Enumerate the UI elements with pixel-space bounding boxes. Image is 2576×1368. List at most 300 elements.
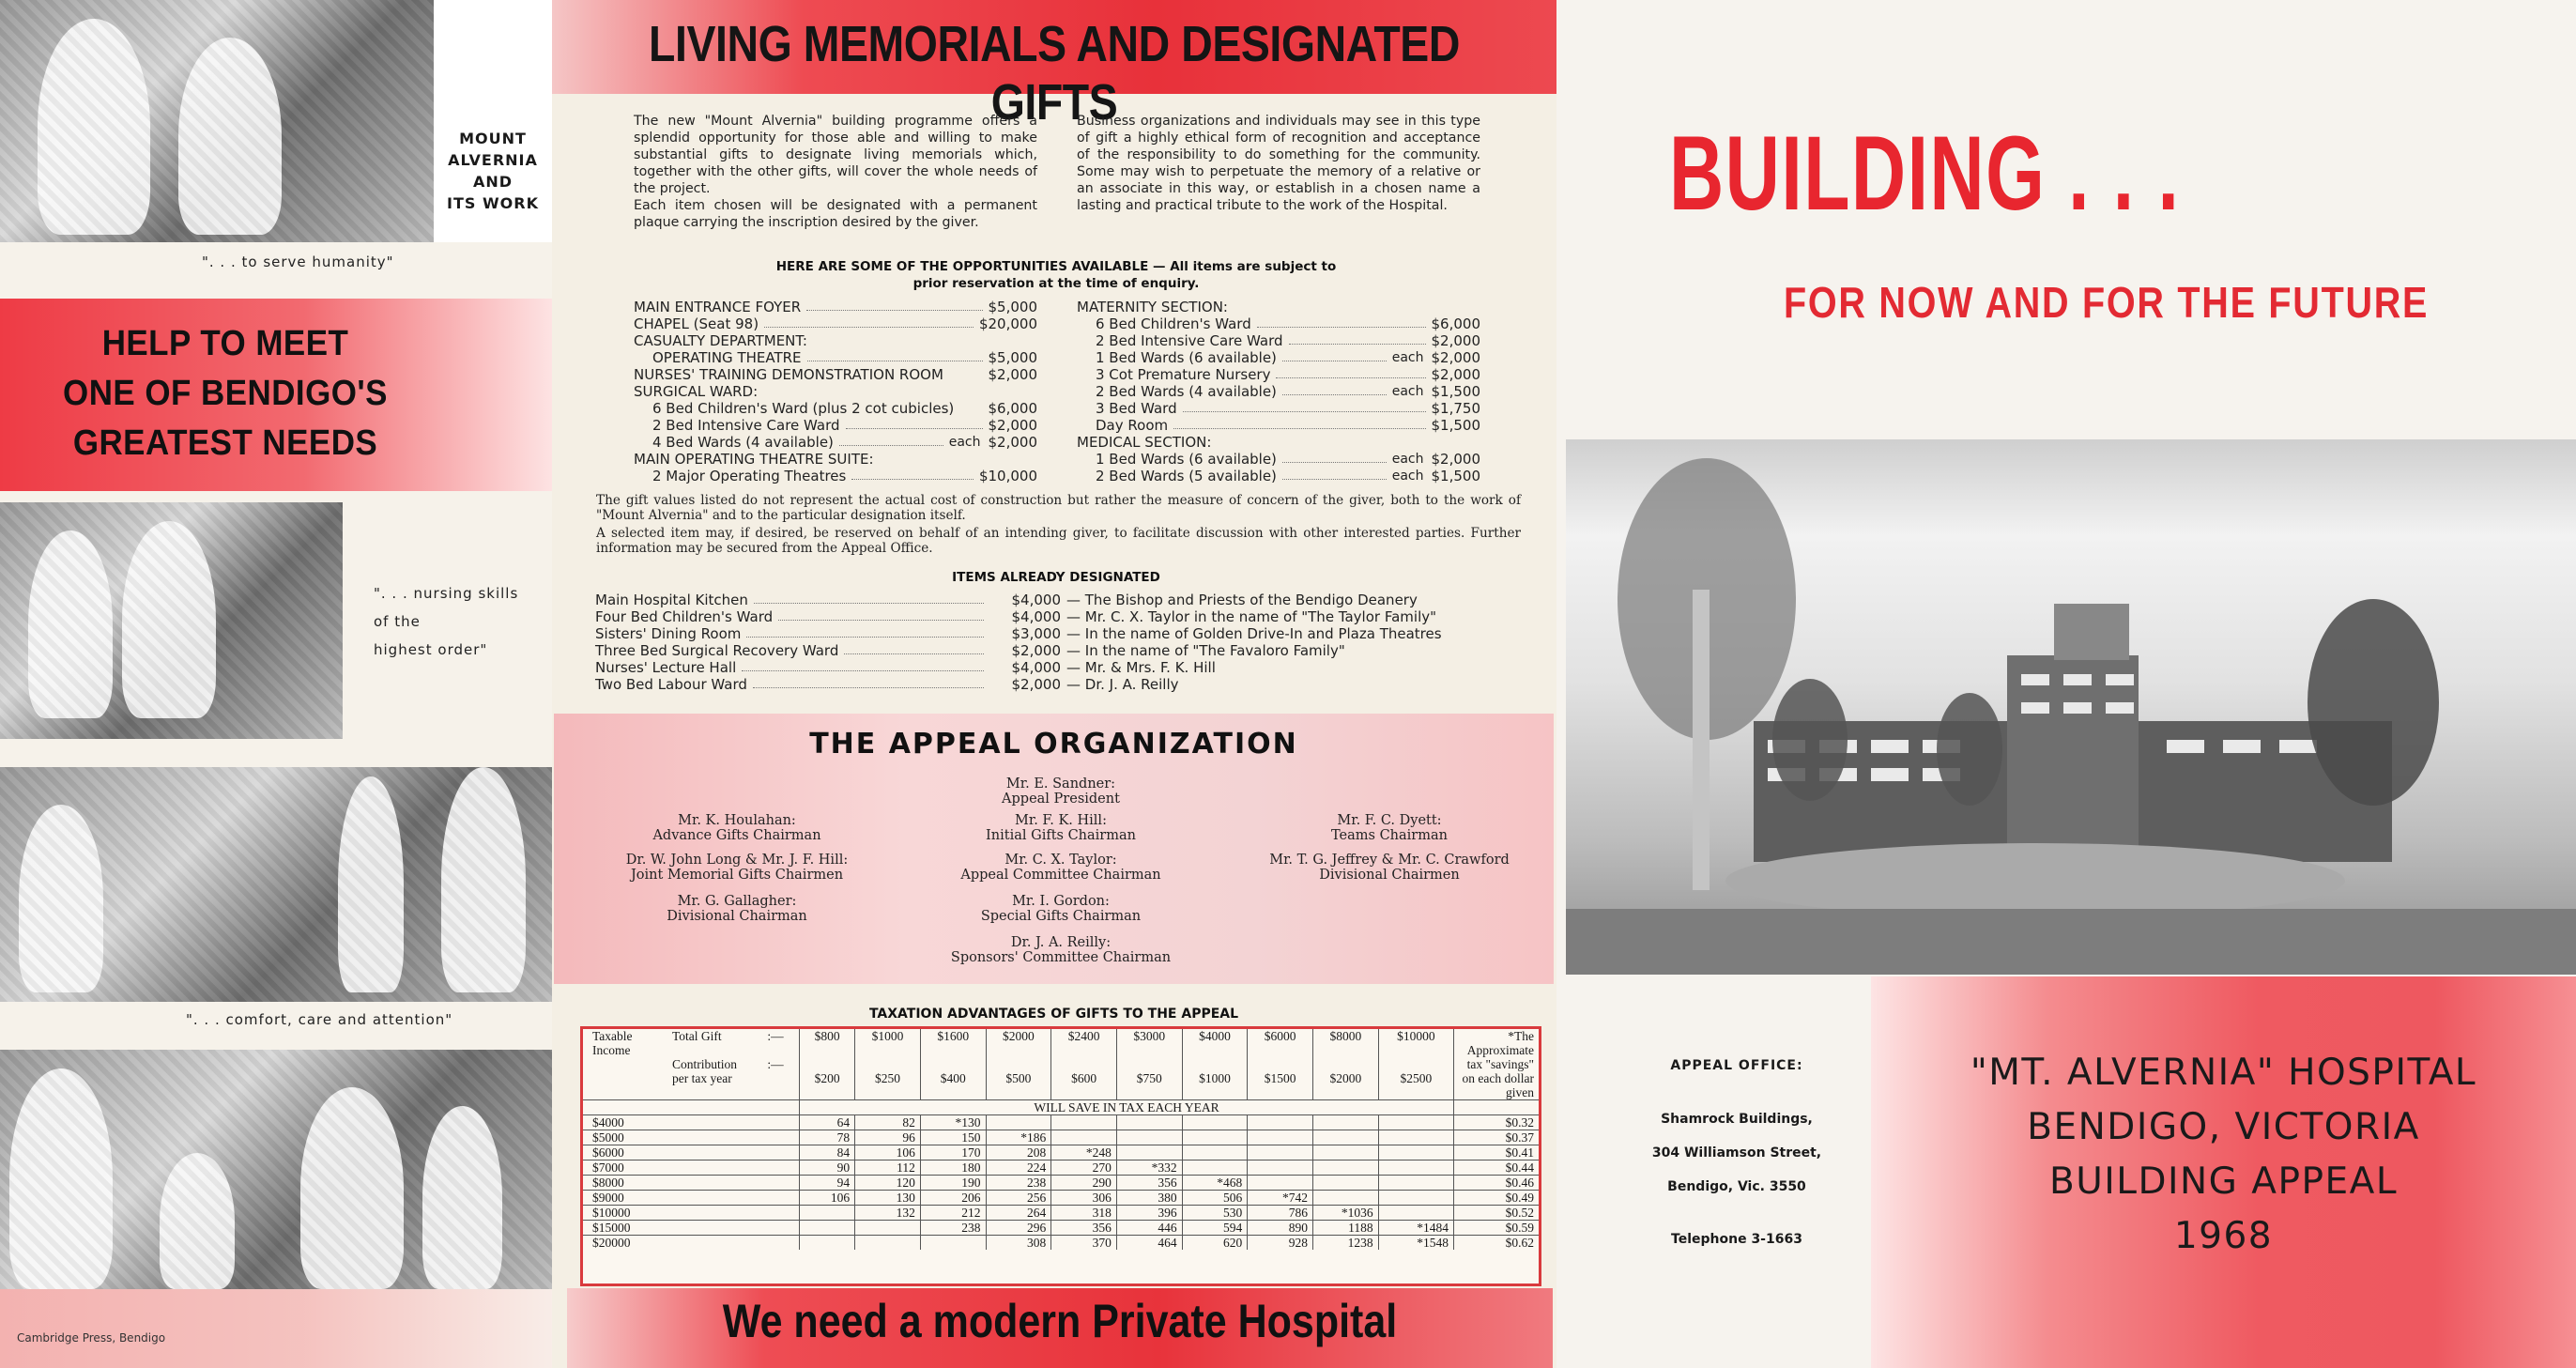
bottom-title: We need a modern Private Hospital [722, 1295, 1398, 1347]
tax-saving-value: 90 [800, 1160, 855, 1176]
tax-colon: :— [767, 1029, 784, 1043]
taxable-income-value: $7000 [583, 1160, 663, 1176]
tax-saving-value [1116, 1145, 1182, 1160]
leader-dots [746, 625, 984, 638]
nurses-group-photo [0, 1050, 552, 1289]
tax-blank [663, 1236, 752, 1251]
tax-saving-value: 170 [920, 1145, 986, 1160]
tax-saving-value [1248, 1160, 1313, 1176]
opportunity-name: SURGICAL WARD: [634, 383, 759, 400]
tax-colon: :— [767, 1057, 784, 1071]
tax-saving-value: 306 [1051, 1191, 1117, 1206]
side-caption-line: ITS WORK [447, 194, 539, 212]
taxable-income-value: $10000 [583, 1206, 663, 1221]
caption-serve-humanity: ". . . to serve humanity" [202, 254, 394, 270]
tax-row [583, 1115, 1539, 1130]
opportunity-name: 1 Bed Wards (6 available) [1096, 451, 1277, 468]
leader-dots [880, 451, 1032, 463]
opportunity-each: each [1391, 469, 1424, 484]
approx-savings-header-2: tax "savings" on each dollar given [1454, 1057, 1540, 1100]
org-name: Mr. K. Houlahan: [678, 813, 796, 828]
will-save-label: WILL SAVE IN TAX EACH YEAR [800, 1100, 1454, 1115]
opportunity-row [1096, 366, 1480, 383]
leader-dots [1183, 400, 1426, 412]
opportunity-name: 6 Bed Children's Ward (plus 2 cot cubicles) [652, 400, 955, 417]
tax-saving-value [800, 1221, 855, 1236]
designated-item-name: Sisters' Dining Room [595, 625, 742, 642]
opportunity-each: each [1391, 384, 1424, 399]
leader-dots [1234, 299, 1475, 311]
designated-amount: $2,000 [1011, 642, 1061, 659]
contribution-value: $200 [800, 1057, 855, 1100]
total-gift-value: $10000 [1378, 1029, 1453, 1057]
org-name: Mr. C. X. Taylor: [1004, 853, 1117, 868]
hospital-building-drawing [1566, 439, 2576, 975]
org-name: Mr. I. Gordon: [1012, 894, 1110, 909]
total-gift-value: $2000 [986, 1029, 1051, 1057]
opportunity-price: $2,000 [1431, 332, 1480, 349]
tax-saving-value: 446 [1116, 1221, 1182, 1236]
org-role: Appeal Committee Chairman [960, 868, 1161, 883]
tax-saving-value [1116, 1115, 1182, 1130]
tax-saving-value: 270 [1051, 1160, 1117, 1176]
total-gift-label: Total Gift [672, 1029, 722, 1043]
leader-dots [846, 417, 983, 429]
opportunity-row [1096, 468, 1480, 484]
tax-saving-value: 224 [986, 1160, 1051, 1176]
designated-item [595, 659, 989, 676]
tax-saving-value: *742 [1248, 1191, 1313, 1206]
opportunity-row [652, 400, 1037, 417]
tax-saving-value: 356 [1051, 1221, 1117, 1236]
designated-item [595, 608, 989, 625]
tax-blank [663, 1160, 752, 1176]
address-line-3: Bendigo, Vic. 3550 [1667, 1179, 1806, 1194]
opportunity-each: each [1391, 350, 1424, 365]
opportunity-price: $1,500 [1431, 383, 1480, 400]
opportunity-price: $20,000 [978, 315, 1037, 332]
opportunities-heading-line: prior reservation at the time of enquiry. [912, 276, 1200, 291]
designated-item-name: Main Hospital Kitchen [595, 592, 748, 608]
tax-rate-value: $0.52 [1454, 1206, 1540, 1221]
opportunity-name: 2 Bed Intensive Care Ward [1096, 332, 1283, 349]
tax-rate-value: $0.62 [1454, 1236, 1540, 1251]
opportunity-name: 3 Cot Premature Nursery [1096, 366, 1271, 383]
tax-saving-value [1248, 1145, 1313, 1160]
tax-saving-value: *332 [1116, 1160, 1182, 1176]
designated-item [595, 676, 989, 693]
tax-rate-value: $0.46 [1454, 1176, 1540, 1191]
designated-amount: $2,000 [1011, 676, 1061, 693]
designated-donor: — Mr. C. X. Taylor in the name of "The Taylor Family" [1066, 608, 1437, 625]
opportunity-row [1096, 400, 1480, 417]
org-jeffrey [1249, 853, 1530, 883]
tax-saving-value [1378, 1115, 1453, 1130]
tax-rate-value: $0.44 [1454, 1160, 1540, 1176]
side-caption-line: MOUNT [459, 130, 527, 147]
tax-saving-value: *468 [1182, 1176, 1248, 1191]
tax-saving-value [1378, 1191, 1453, 1206]
tax-blank [1454, 1100, 1540, 1115]
org-name: Dr. J. A. Reilly: [1010, 935, 1112, 950]
hospital-line-2: BENDIGO, VICTORIA [2027, 1106, 2420, 1148]
tax-saving-value: 132 [855, 1206, 921, 1221]
intro-right: Business organizations and individuals may see in this type of gift a highly ethical form of recognition and acceptance of the responsibility to do something for the community. Some may wish to perpetuate the memory of a relative or an associate in this way, or establish in a chosen name a lasting and practical tribute to the work of the Hospital. [1077, 114, 1480, 213]
tax-saving-value: 308 [986, 1236, 1051, 1251]
org-gordon [920, 894, 1202, 924]
tax-blank [752, 1236, 800, 1251]
bottom-tint [0, 1289, 552, 1368]
tax-saving-value: 64 [800, 1115, 855, 1130]
tax-saving-value: 620 [1182, 1236, 1248, 1251]
intro-left-p2: Each item chosen will be designated with a permanent plaque carrying the inscription desired by the giver. [634, 198, 1037, 230]
tax-saving-value: 206 [920, 1191, 986, 1206]
tax-saving-value [1248, 1115, 1313, 1130]
tax-row [583, 1206, 1539, 1221]
nuns-with-patient-photo [0, 0, 434, 242]
opportunity-row [634, 451, 1037, 468]
address-line-1: Shamrock Buildings, [1661, 1112, 1813, 1127]
opportunity-name: OPERATING THEATRE [652, 349, 802, 366]
total-gift-value: $8000 [1312, 1029, 1378, 1057]
appeal-organization-title: THE APPEAL ORGANIZATION [809, 728, 1298, 761]
tax-saving-value [1182, 1145, 1248, 1160]
tax-saving-value [855, 1221, 921, 1236]
total-gift-value: $6000 [1248, 1029, 1313, 1057]
tax-saving-value [1378, 1160, 1453, 1176]
tax-saving-value [1378, 1130, 1453, 1145]
org-name: Mr. F. C. Dyett: [1337, 813, 1442, 828]
contribution-label: Contribution per tax year [672, 1057, 738, 1085]
hospital-line-4: 1968 [2173, 1215, 2274, 1257]
opportunity-name: 2 Bed Wards (4 available) [1096, 383, 1277, 400]
opportunity-row [1096, 451, 1480, 468]
tax-saving-value: 296 [986, 1221, 1051, 1236]
opportunity-price: $1,500 [1431, 417, 1480, 434]
tax-saving-value: *130 [920, 1115, 986, 1130]
opportunity-row [634, 366, 1037, 383]
contribution-value: $600 [1051, 1057, 1117, 1100]
opportunity-price: $10,000 [978, 468, 1037, 484]
tax-saving-value: 120 [855, 1176, 921, 1191]
leader-dots [754, 592, 984, 604]
address-line-2: 304 Williamson Street, [1651, 1145, 1822, 1160]
appeal-office-label: APPEAL OFFICE: [1670, 1058, 1803, 1073]
tax-saving-value: 356 [1116, 1176, 1182, 1191]
opportunity-name: CASUALTY DEPARTMENT: [634, 332, 807, 349]
tax-saving-value [1116, 1130, 1182, 1145]
help-line: GREATEST NEEDS [72, 423, 378, 463]
opportunity-price: $2,000 [1431, 451, 1480, 468]
tax-saving-value: 212 [920, 1206, 986, 1221]
org-houlahan [582, 813, 892, 843]
designated-item [595, 625, 989, 642]
tax-row [583, 1130, 1539, 1145]
tax-saving-value: 318 [1051, 1206, 1117, 1221]
opportunity-row [634, 383, 1037, 400]
org-role: Appeal President [1002, 792, 1120, 807]
opportunity-name: 3 Bed Ward [1096, 400, 1177, 417]
tax-blank [663, 1206, 752, 1221]
tax-blank [663, 1130, 752, 1145]
opportunity-name: MAIN ENTRANCE FOYER [634, 299, 802, 315]
opportunity-price: $1,750 [1431, 400, 1480, 417]
tax-rate-value: $0.32 [1454, 1115, 1540, 1130]
opportunity-price: $2,000 [1431, 349, 1480, 366]
taxable-income-value: $5000 [583, 1130, 663, 1145]
opportunity-name: 2 Major Operating Theatres [652, 468, 847, 484]
tax-saving-value [1051, 1115, 1117, 1130]
taxable-income-value: $8000 [583, 1176, 663, 1191]
opportunity-row [652, 434, 1037, 451]
opportunity-row [634, 299, 1037, 315]
taxable-income-value: $20000 [583, 1236, 663, 1251]
tax-blank [752, 1206, 800, 1221]
org-reilly [920, 935, 1202, 965]
leader-dots [1217, 434, 1475, 446]
opportunity-name: 6 Bed Children's Ward [1096, 315, 1251, 332]
tax-saving-value [1312, 1176, 1378, 1191]
designated-item-name: Four Bed Children's Ward [595, 608, 774, 625]
tax-saving-value [1182, 1115, 1248, 1130]
contribution-value: $400 [920, 1057, 986, 1100]
tax-saving-value: 786 [1248, 1206, 1313, 1221]
tax-saving-value: 82 [855, 1115, 921, 1130]
tax-saving-value: 180 [920, 1160, 986, 1176]
building-title: BUILDING . . . [1669, 115, 2181, 232]
tax-saving-value [1051, 1130, 1117, 1145]
opportunity-name: MEDICAL SECTION: [1077, 434, 1212, 451]
org-role: Teams Chairman [1331, 828, 1448, 843]
org-taylor [920, 853, 1202, 883]
tax-saving-value: 78 [800, 1130, 855, 1145]
tax-blank [583, 1057, 663, 1100]
designated-amount: $4,000 [1011, 592, 1061, 608]
opportunity-price: $6,000 [988, 400, 1037, 417]
tax-saving-value: 150 [920, 1130, 986, 1145]
tax-saving-value: *248 [1051, 1145, 1117, 1160]
tax-saving-value [1182, 1130, 1248, 1145]
tax-table-box [580, 1026, 1541, 1286]
opportunity-name: MATERNITY SECTION: [1077, 299, 1228, 315]
help-line: HELP TO MEET [101, 324, 349, 363]
opportunity-price: $2,000 [1431, 366, 1480, 383]
opportunity-price: $5,000 [988, 349, 1037, 366]
opportunity-price: $5,000 [988, 299, 1037, 315]
tax-row [583, 1221, 1539, 1236]
designated-heading: ITEMS ALREADY DESIGNATED [952, 570, 1160, 585]
org-role: Sponsors' Committee Chairman [950, 950, 1172, 965]
tax-saving-value: 238 [920, 1221, 986, 1236]
taxable-income-value: $4000 [583, 1115, 663, 1130]
opportunity-name: 4 Bed Wards (4 available) [652, 434, 834, 451]
org-hill [920, 813, 1202, 843]
tax-saving-value: 370 [1051, 1236, 1117, 1251]
tax-saving-value [1378, 1145, 1453, 1160]
tax-saving-value: 106 [800, 1191, 855, 1206]
tax-saving-value [800, 1206, 855, 1221]
leader-dots [778, 608, 984, 621]
total-gift-value: $3000 [1116, 1029, 1182, 1057]
leader-dots [742, 659, 984, 671]
leader-dots [949, 366, 983, 378]
side-caption [434, 128, 552, 214]
hospital-line-1: "MT. ALVERNIA" HOSPITAL [1970, 1052, 2477, 1094]
org-name: Mr. F. K. Hill: [1015, 813, 1107, 828]
opportunity-name: 1 Bed Wards (6 available) [1096, 349, 1277, 366]
tax-saving-value: 190 [920, 1176, 986, 1191]
tax-saving-value: 396 [1116, 1206, 1182, 1221]
opportunity-row [1077, 434, 1480, 451]
tax-blank [663, 1191, 752, 1206]
taxable-income-value: $6000 [583, 1145, 663, 1160]
leader-dots [1289, 332, 1426, 345]
contribution-value: $2500 [1378, 1057, 1453, 1100]
opportunity-row [1096, 383, 1480, 400]
tax-saving-value: 112 [855, 1160, 921, 1176]
opportunity-name: 2 Bed Intensive Care Ward [652, 417, 840, 434]
tax-saving-value [1312, 1160, 1378, 1176]
reservation-note: A selected item may, if desired, be reserved on behalf of an intending giver, to facilitate discussion with other interested parties. Further information may be secured from the Appeal Office. [596, 526, 1521, 556]
tax-saving-value [855, 1236, 921, 1251]
tax-rate-value: $0.41 [1454, 1145, 1540, 1160]
tax-blank [663, 1176, 752, 1191]
tax-saving-value: 256 [986, 1191, 1051, 1206]
opportunity-row [652, 349, 1037, 366]
opportunities-heading-line: HERE ARE SOME OF THE OPPORTUNITIES AVAILABLE — All items are subject to [775, 259, 1337, 274]
middle-title: LIVING MEMORIALS AND DESIGNATED GIFTS [649, 16, 1460, 131]
tax-blank [752, 1191, 800, 1206]
caption-comfort: ". . . comfort, care and attention" [186, 1011, 453, 1028]
total-gift-value: $1000 [855, 1029, 921, 1057]
intro-left [634, 113, 1037, 231]
tax-row [583, 1145, 1539, 1160]
help-line: ONE OF BENDIGO'S [63, 374, 388, 413]
total-gift-value: $800 [800, 1029, 855, 1057]
opportunity-row [652, 468, 1037, 484]
nursing-line: ". . . nursing skills [374, 585, 519, 602]
side-caption-line: AND [472, 173, 514, 191]
tax-saving-value [1378, 1176, 1453, 1191]
opportunity-name: CHAPEL (Seat 98) [634, 315, 759, 332]
patient-bed-photo [0, 767, 552, 1002]
leader-dots [1282, 468, 1387, 480]
tax-blank [752, 1221, 800, 1236]
opportunity-price: $2,000 [988, 366, 1037, 383]
org-president [920, 776, 1202, 807]
gift-values-note: The gift values listed do not represent the actual cost of construction but rather the measure of concern of the giver, both to the work of "Mount Alvernia" and to the particular designation itself. [596, 493, 1521, 523]
left-panel [0, 0, 552, 1368]
tax-blank [752, 1160, 800, 1176]
leader-dots [844, 642, 984, 654]
leader-dots [1282, 349, 1387, 361]
tax-saving-value [1312, 1191, 1378, 1206]
tax-saving-value: 506 [1182, 1191, 1248, 1206]
help-banner-text [53, 319, 398, 469]
will-save-row [583, 1100, 1539, 1115]
tax-saving-value: *186 [986, 1130, 1051, 1145]
opportunity-price: $6,000 [1431, 315, 1480, 332]
tax-table-title: TAXATION ADVANTAGES OF GIFTS TO THE APPEAL [868, 1007, 1239, 1022]
tax-saving-value: 84 [800, 1145, 855, 1160]
approx-savings-header: *The Approximate [1454, 1029, 1540, 1057]
tax-saving-value [920, 1236, 986, 1251]
tax-saving-value: 94 [800, 1176, 855, 1191]
opportunity-each: each [1391, 452, 1424, 467]
tax-saving-value: 380 [1116, 1191, 1182, 1206]
opportunity-row [1096, 349, 1480, 366]
tax-row [583, 1191, 1539, 1206]
contribution-value: $250 [855, 1057, 921, 1100]
designated-item-name: Nurses' Lecture Hall [595, 659, 737, 676]
opportunity-price: $1,500 [1431, 468, 1480, 484]
leader-dots [813, 332, 1032, 345]
tax-saving-value: 1188 [1312, 1221, 1378, 1236]
tax-saving-value: *1484 [1378, 1221, 1453, 1236]
taxable-income-value: $15000 [583, 1221, 663, 1236]
tax-saving-value: 1238 [1312, 1236, 1378, 1251]
leader-dots [806, 299, 982, 311]
tax-saving-value: 530 [1182, 1206, 1248, 1221]
tax-saving-value: *1548 [1378, 1236, 1453, 1251]
tax-saving-value: 290 [1051, 1176, 1117, 1191]
printer-credit: Cambridge Press, Bendigo [17, 1331, 166, 1345]
tax-table [583, 1029, 1539, 1250]
designated-donor: — Mr. & Mrs. F. K. Hill [1066, 659, 1216, 676]
tax-saving-value: 96 [855, 1130, 921, 1145]
tax-row [583, 1176, 1539, 1191]
tax-saving-value: 238 [986, 1176, 1051, 1191]
leader-dots [1257, 315, 1426, 328]
tax-blank [583, 1100, 663, 1115]
org-name: Mr. E. Sandner: [1005, 776, 1116, 792]
nursing-photo [0, 502, 343, 739]
taxable-income-value: $9000 [583, 1191, 663, 1206]
designated-donor: — In the name of "The Favaloro Family" [1066, 642, 1345, 659]
tax-saving-value [986, 1115, 1051, 1130]
opportunity-each: each [948, 435, 981, 450]
tax-blank [663, 1221, 752, 1236]
leader-dots [851, 468, 974, 480]
tax-saving-value: 106 [855, 1145, 921, 1160]
leader-dots [763, 383, 1032, 395]
tax-row [583, 1236, 1539, 1251]
designated-donor: — Dr. J. A. Reilly [1066, 676, 1179, 693]
telephone: Telephone 3-1663 [1671, 1232, 1802, 1247]
designated-donor: — In the name of Golden Drive-In and Plaza Theatres [1066, 625, 1442, 642]
tax-saving-value: 208 [986, 1145, 1051, 1160]
contribution-value: $1500 [1248, 1057, 1313, 1100]
total-gift-value: $4000 [1182, 1029, 1248, 1057]
hospital-sketch-illustration [1566, 439, 2576, 975]
contribution-value: $2000 [1312, 1057, 1378, 1100]
designated-amount: $3,000 [1011, 625, 1061, 642]
leader-dots [959, 400, 982, 412]
opportunity-row [1096, 315, 1480, 332]
opportunity-name: Day Room [1096, 417, 1169, 434]
leader-dots [753, 676, 984, 688]
tax-blank [663, 1145, 752, 1160]
tax-row [583, 1160, 1539, 1176]
org-role: Initial Gifts Chairman [986, 828, 1136, 843]
designated-amount: $4,000 [1011, 659, 1061, 676]
org-long [582, 853, 892, 883]
hospital-line-3: BUILDING APPEAL [2048, 1160, 2399, 1203]
opportunity-name: MAIN OPERATING THEATRE SUITE: [634, 451, 874, 468]
org-gallagher [582, 894, 892, 924]
tax-saving-value: 464 [1116, 1236, 1182, 1251]
contribution-value: $1000 [1182, 1057, 1248, 1100]
